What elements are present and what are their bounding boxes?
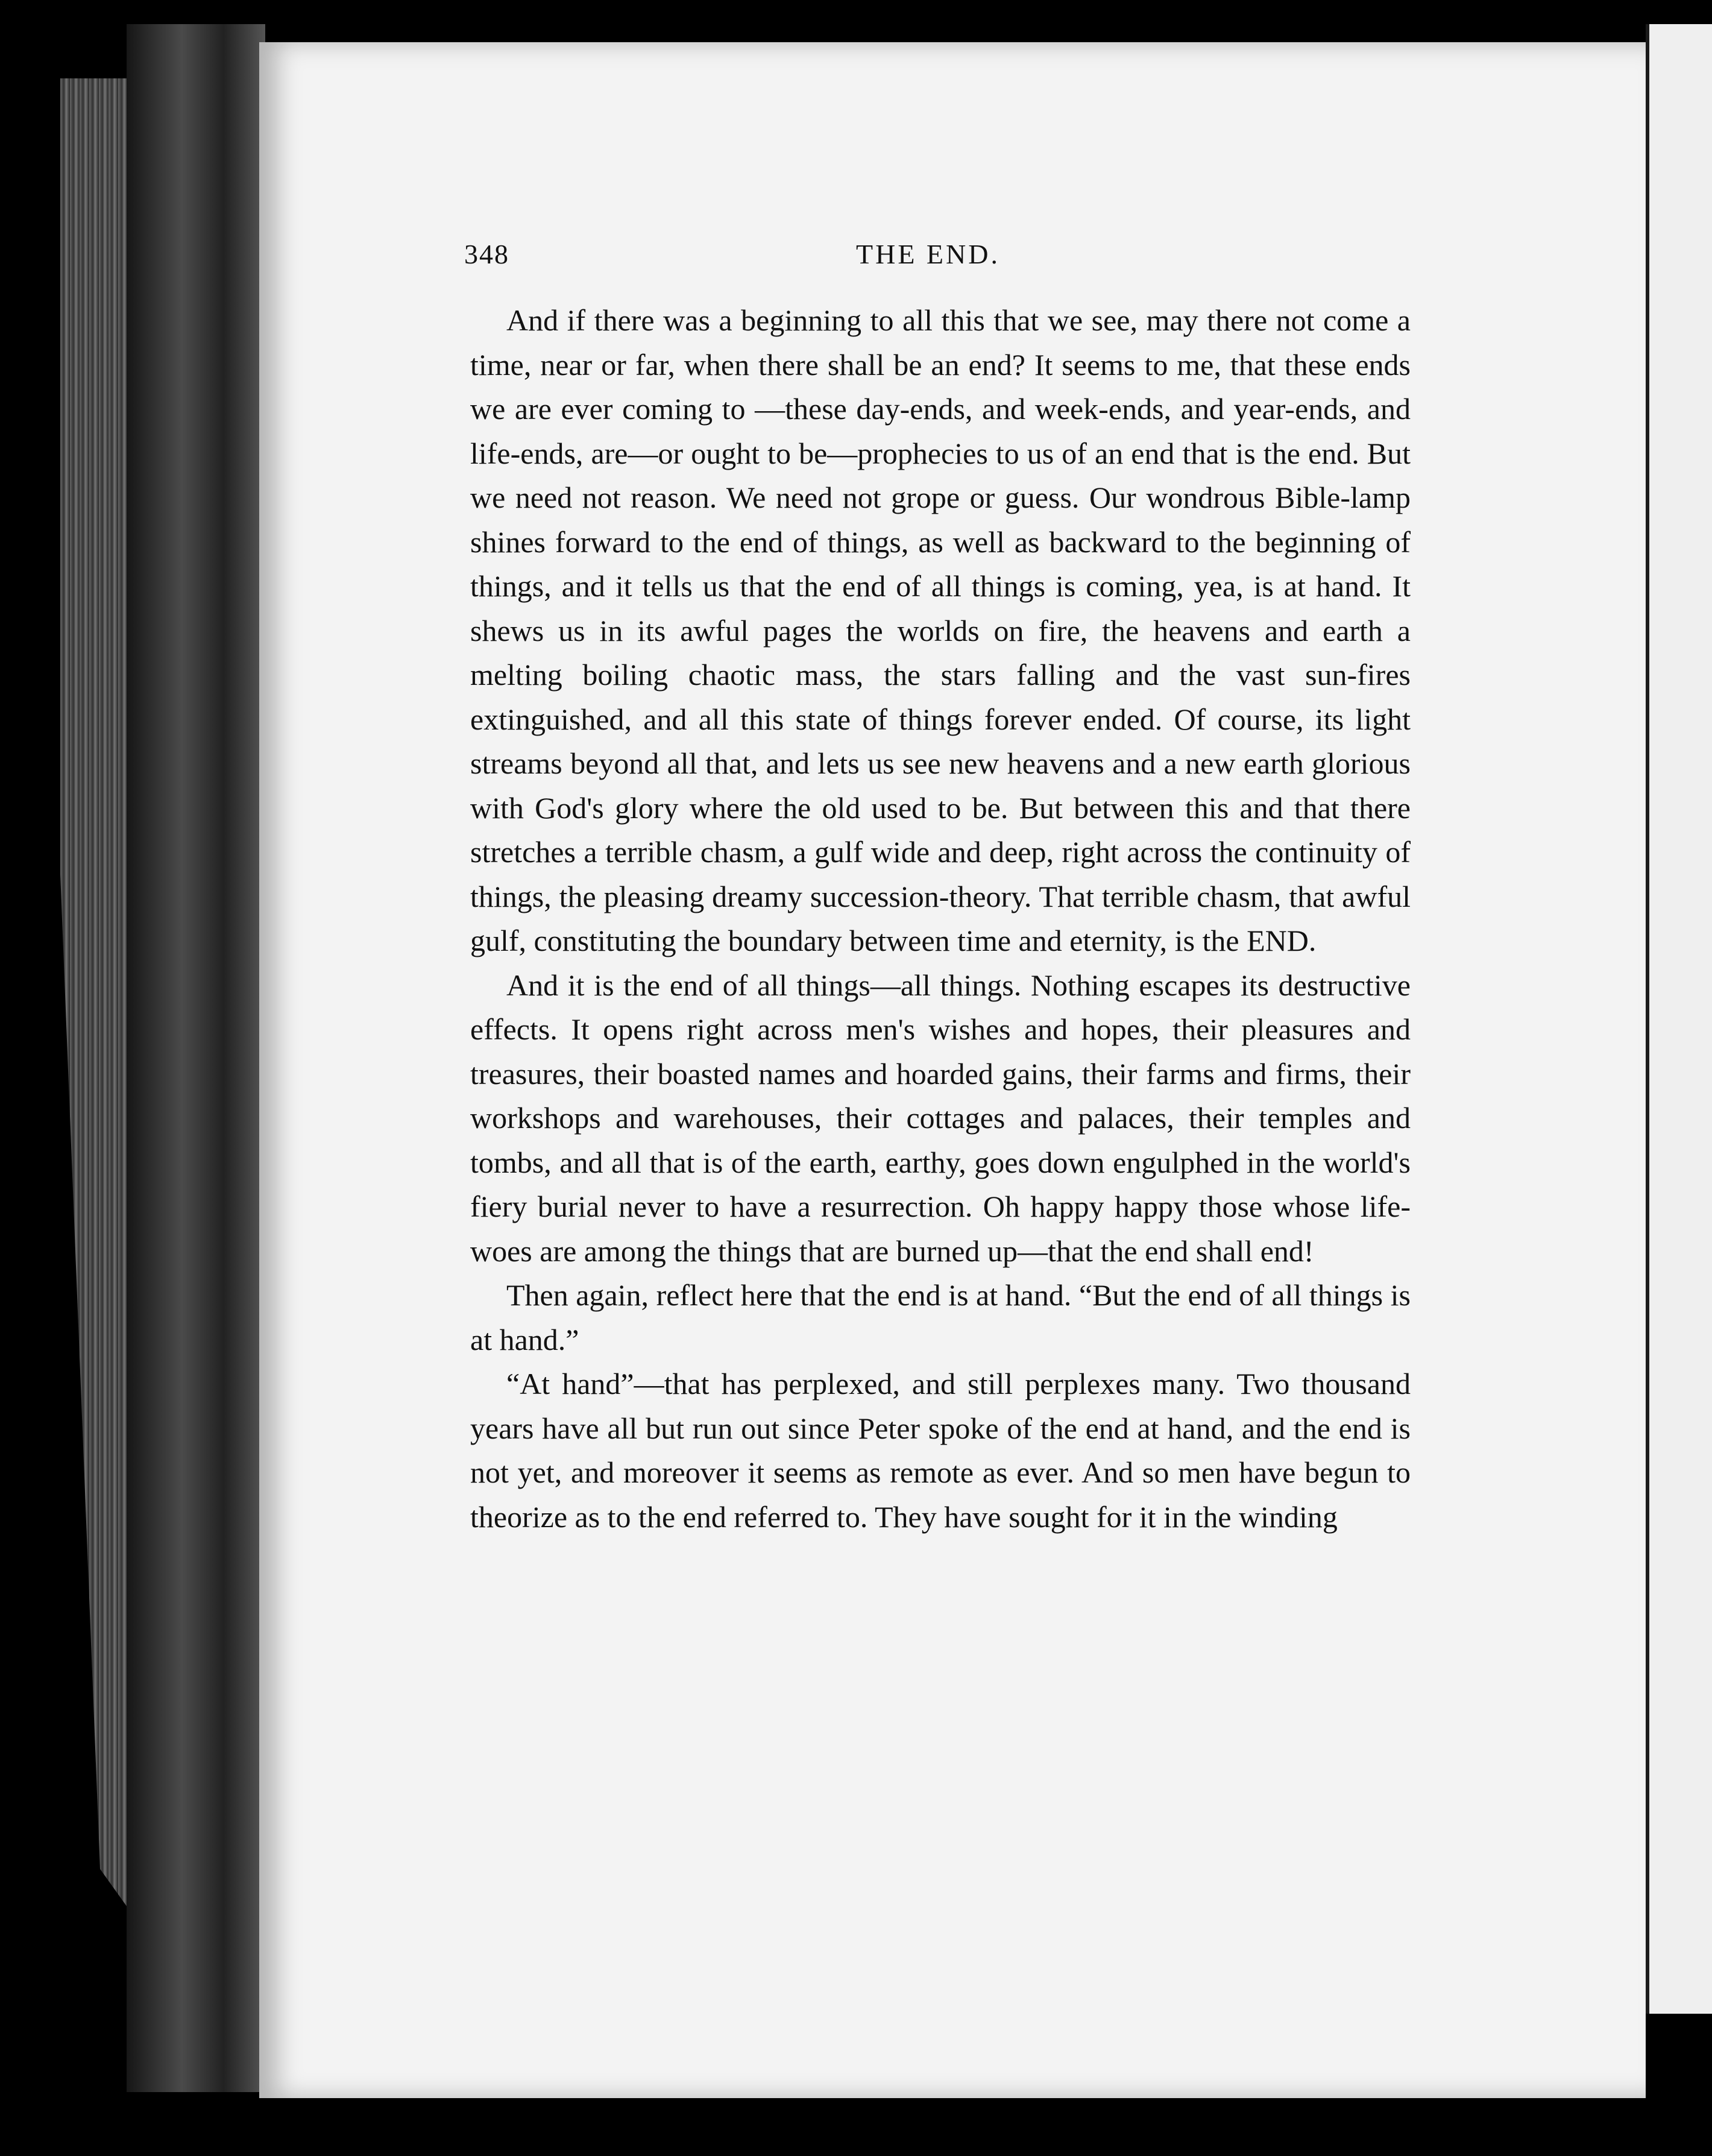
page-stack-shadow	[127, 24, 265, 2092]
running-head	[464, 238, 1429, 274]
running-title: THE END.	[856, 239, 1000, 270]
paragraph: And it is the end of all things—all things. Nothing escapes its destructive effects. It opens right across men's wishes and hopes, their pleasures and treasures, their boasted names and hoarded gains, their farms and firms, their workshops and warehouses, their cottages and palaces, their temples and tombs, and all that is of the earth, earthy, goes down engulphed in the world's fiery burial never to have a resurrection. Oh happy happy those whose life-woes are among the things that are burned up—that the end shall end!	[470, 968, 1411, 1268]
page-number: 348	[464, 239, 509, 270]
facing-page-edge	[1646, 24, 1712, 2014]
paragraph: “At hand”—that has perplexed, and still perplexes many. Two thousand years have all but run out since Peter spoke of the end at hand, and the end is not yet, and moreover it seems as remote as ever. And so men have begun to theorize as to the end referred to. They have sought for it in the winding	[470, 1367, 1411, 1534]
paragraph: And if there was a beginning to all this that we see, may there not come a time, near or far, when there shall be an end? It seems to me, that these ends we are ever coming to —these day-ends, and week-ends, and year-ends, and life-ends, are—or ought to be—prophecies to us of an end that is the end. But we need not reason. We need not grope or guess. Our wondrous Bible-lamp shines forward to the end of things, as well as backward to the beginning of things, and it tells us that the end of all things is coming, yea, is at hand. It shews us in its awful pages the worlds on fire, the heavens and earth a melting boiling chaotic mass, the stars falling and the vast sun-fires extinguished, and all this state of things forever ended. Of course, its light streams beyond all that, and lets us see new heavens and a new earth glorious with God's glory where the old used to be. But between this and that there stretches a terrible chasm, a gulf wide and deep, right across the continuity of things, the pleasing dreamy succession-theory. That terrible chasm, that awful gulf, constituting the boundary between time and eternity, is the END.	[470, 303, 1411, 957]
body-text	[470, 298, 1411, 1539]
paragraph: Then again, reflect here that the end is at hand. “But the end of all things is at hand.”	[470, 1278, 1411, 1357]
